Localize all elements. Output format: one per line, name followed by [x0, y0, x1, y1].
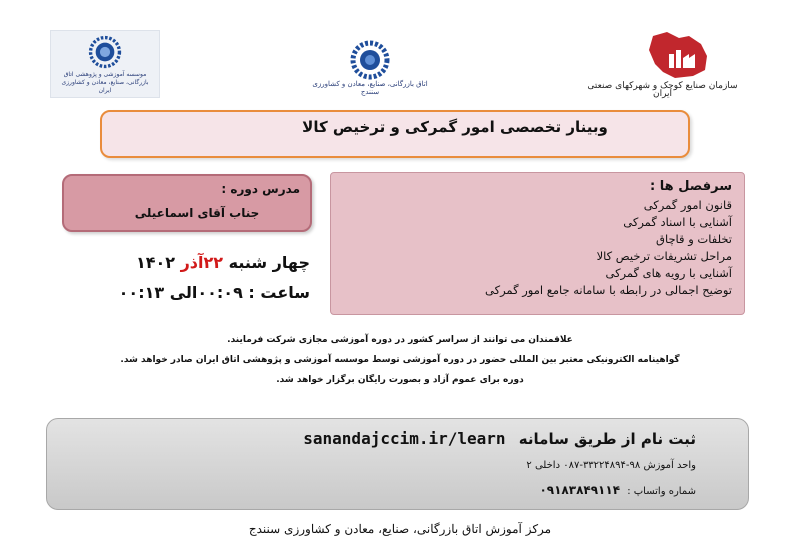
event-weekday: چهار شنبه	[228, 253, 310, 272]
instructor-name: جناب آقای اسماعیلی	[134, 206, 260, 220]
syllabus-panel	[330, 172, 745, 315]
registration-panel	[46, 418, 749, 510]
chamber-emblem-icon	[348, 40, 392, 80]
event-date	[65, 253, 310, 272]
education-phone: واحد آموزش ۹۸-۳۳۲۲۴۸۹۴-۰۸۷ داخلی ۲	[526, 460, 696, 471]
registration-heading	[303, 429, 696, 448]
note-line: دوره برای عموم آزاد و بصورت رایگان برگزار خواهد شد.	[276, 375, 524, 385]
notes-section	[20, 330, 780, 390]
note-line: گواهینامه الکترونیکی معتبر بین المللی حضور در دوره آموزشی توسط موسسه آموزشی و پژوهشی اتاق ایران صادر خواهد شد.	[120, 355, 680, 365]
note-line: علاقمندان می توانند از سراسر کشور در دوره آموزشی مجازی شرکت فرمایند.	[227, 335, 573, 345]
event-time-label: ساعت :	[248, 283, 310, 302]
globe-emblem-icon	[85, 35, 125, 69]
research-institute-name: موسسه آموزشی و پژوهشی اتاق بازرگانی، صنایع، معادن و کشاورزی ایران	[61, 71, 149, 94]
syllabus-item: آشنایی با رویه های گمرکی	[605, 266, 732, 280]
syllabus-title: سرفصل ها :	[650, 179, 732, 194]
syllabus-item: تخلفات و قاچاق	[656, 232, 732, 246]
registration-label: ثبت نام از طریق سامانه	[518, 430, 696, 448]
instructor-label: مدرس دوره :	[221, 182, 300, 196]
event-time	[60, 283, 310, 302]
sanandaj-chamber-logo	[305, 40, 435, 100]
chamber-name: اتاق بازرگانی، صنایع، معادن و کشاورزی سنندج	[312, 80, 428, 96]
research-institute-logo	[50, 30, 160, 98]
webinar-title: وبینار تخصصی امور گمرکی و ترخیص کالا	[302, 118, 608, 136]
whatsapp-label: شماره واتساپ :	[627, 486, 696, 497]
event-year: ۱۴۰۲	[135, 253, 176, 272]
industrial-estates-logo	[580, 30, 745, 100]
title-banner	[100, 110, 690, 158]
event-day-month: ۲۲آذر	[180, 253, 224, 272]
syllabus-item: مراحل تشریفات ترخیص کالا	[596, 249, 732, 263]
instructor-card	[62, 174, 312, 232]
syllabus-item: قانون امور گمرکی	[643, 198, 732, 212]
registration-link[interactable]: sanandajccim.ir/learn	[303, 429, 506, 448]
whatsapp-number: ۰۹۱۸۳۸۴۹۱۱۴	[539, 483, 621, 497]
syllabus-item: توضیح اجمالی در رابطه با سامانه جامع امور گمرکی	[485, 283, 732, 297]
syllabus-item: آشنایی با اسناد گمرکی	[623, 215, 732, 229]
event-time-range: ۰۰:۰۹الی ۰۰:۱۳	[118, 283, 243, 302]
footer-organization: مرکز آموزش اتاق بازرگانی، صنایع، معادن و کشاورزی سنندج	[248, 522, 552, 536]
industrial-estates-name: سازمان صنایع کوچک و شهرکهای صنعتی ایران	[587, 81, 738, 99]
whatsapp-contact	[539, 483, 696, 497]
iran-map-factory-icon	[645, 30, 715, 82]
